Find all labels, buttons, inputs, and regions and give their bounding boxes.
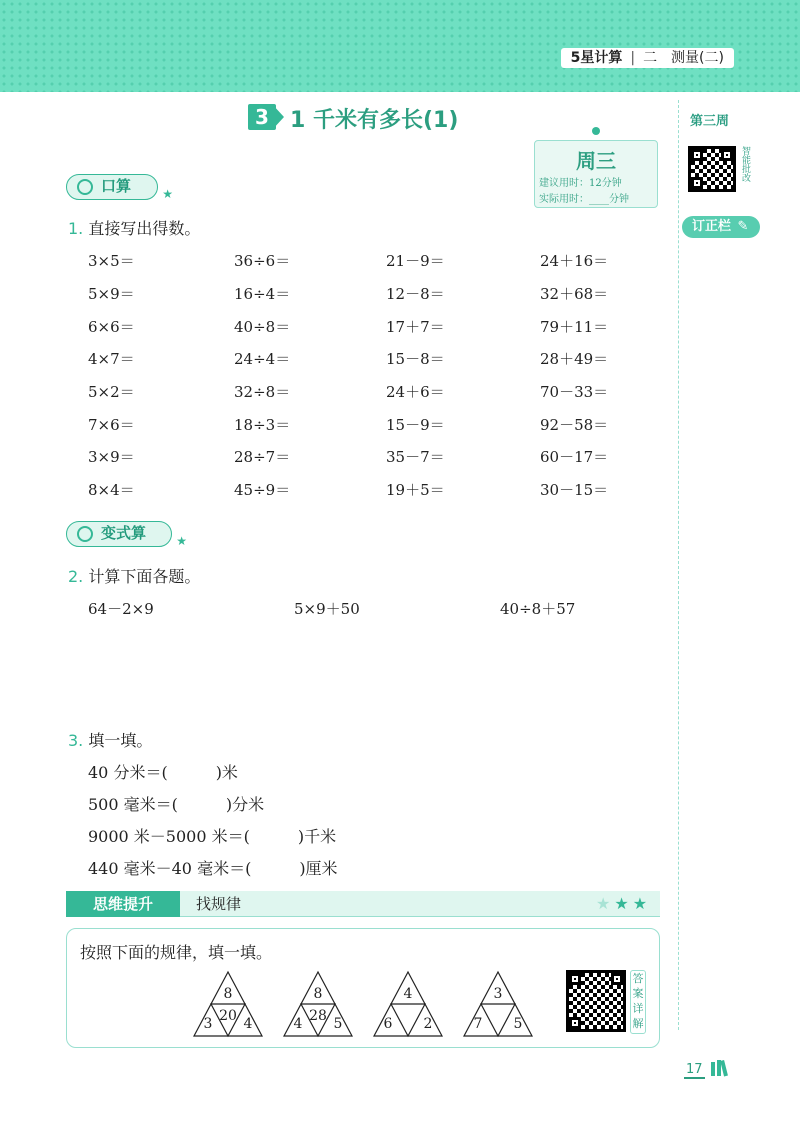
header-chapter: 二 测量(二) (643, 50, 724, 66)
books-icon (710, 1058, 738, 1078)
actual-time: 实际用时：____分钟 (539, 194, 629, 205)
suggested-time: 建议用时：12分钟 (539, 178, 622, 189)
triangle-left-number: 6 (383, 1016, 393, 1032)
calc-item: 30－15＝ (540, 481, 609, 499)
triangle-left-number: 7 (473, 1016, 483, 1032)
triangle-center-number: 28 (309, 1008, 327, 1024)
calc-item: 15－9＝ (386, 416, 445, 434)
variant-problem: 64－2×9 (88, 600, 154, 618)
triangle-top-number: 4 (403, 986, 413, 1002)
calc-item: 24＋16＝ (540, 252, 609, 270)
calc-item: 17＋7＝ (386, 318, 445, 336)
question-text: 直接写出得数。 (88, 219, 201, 238)
thinking-subtitle: 找规律 (196, 895, 242, 913)
calc-item: 60－17＝ (540, 448, 609, 466)
triangle-top-number: 8 (313, 986, 323, 1002)
section-oral-text: 口算 (101, 177, 132, 195)
variant-problem: 5×9＋50 (294, 600, 360, 618)
section-variant-text: 变式算 (101, 524, 147, 542)
calc-item: 24÷4＝ (234, 350, 291, 368)
calc-item: 8×4＝ (88, 481, 135, 499)
calc-item: 3×9＝ (88, 448, 135, 466)
question-number: 1. (68, 219, 84, 238)
triangle-right-number: 5 (333, 1016, 343, 1032)
calc-item: 35－7＝ (386, 448, 445, 466)
qr-caption: 智能批改 (740, 146, 750, 182)
lesson-number-badge: 3 (248, 104, 276, 130)
fill-blank-item: 500 毫米＝( )分米 (88, 795, 265, 814)
triangle-top-number: 8 (223, 986, 233, 1002)
calc-item: 4×7＝ (88, 350, 135, 368)
triangle-left-number: 3 (203, 1016, 213, 1032)
calc-item: 28÷7＝ (234, 448, 291, 466)
calc-item: 40÷8＝ (234, 318, 291, 336)
calc-item: 45÷9＝ (234, 481, 291, 499)
calc-item: 21－9＝ (386, 252, 445, 270)
fill-blank-item: 440 毫米－40 毫米＝( )厘米 (88, 859, 338, 878)
triangle-center-number: 20 (219, 1008, 237, 1024)
star-icon: ★ (596, 894, 615, 913)
correction-label-text: 订正栏 (692, 219, 732, 234)
calc-item: 19＋5＝ (386, 481, 445, 499)
week-label: 第三周 (690, 114, 730, 129)
calc-item: 92－58＝ (540, 416, 609, 434)
header-brand: 5星计算 (570, 50, 623, 66)
calc-item: 32＋68＝ (540, 285, 609, 303)
variant-problem: 40÷8＋57 (500, 600, 576, 618)
triangle-right-number: 5 (513, 1016, 523, 1032)
star-icon: ★ (176, 534, 187, 548)
thinking-tag: 思维提升 (66, 891, 180, 917)
answer-qr-code-icon[interactable] (566, 970, 626, 1032)
fill-blank-item: 40 分米＝( )米 (88, 763, 238, 782)
question-text: 填一填。 (88, 731, 153, 750)
qr-corner (569, 1017, 581, 1029)
question-number: 3. (68, 731, 84, 750)
calc-item: 16÷4＝ (234, 285, 291, 303)
calc-item: 32÷8＝ (234, 383, 291, 401)
calc-item: 70－33＝ (540, 383, 609, 401)
qr-corner (611, 973, 623, 985)
star-icon: ★ (614, 894, 633, 913)
page-number: 17 (686, 1062, 703, 1077)
weekday-label: 周三 (576, 149, 616, 173)
calc-item: 7×6＝ (88, 416, 135, 434)
triangle-right-number: 4 (243, 1016, 253, 1032)
calc-item: 18÷3＝ (234, 416, 291, 434)
header-separator: | (630, 50, 636, 66)
calc-item: 3×5＝ (88, 252, 135, 270)
triangle-left-number: 4 (293, 1016, 303, 1032)
calc-item: 79＋11＝ (540, 318, 609, 336)
fill-blank-item: 9000 米－5000 米＝( )千米 (88, 827, 337, 846)
star-icon: ★ (632, 894, 652, 913)
qr-corner (569, 973, 581, 985)
triangle-right-number: 2 (423, 1016, 433, 1032)
pencil-icon: ✎ (737, 219, 749, 234)
answer-caption: 答案详解 (630, 970, 646, 1034)
triangle-top-number: 3 (493, 986, 503, 1002)
calc-item: 24＋6＝ (386, 383, 445, 401)
calc-item: 12－8＝ (386, 285, 445, 303)
calc-item: 5×2＝ (88, 383, 135, 401)
calc-item: 5×9＝ (88, 285, 135, 303)
puzzle-prompt: 按照下面的规律，填一填。 (80, 943, 273, 962)
calc-item: 28＋49＝ (540, 350, 609, 368)
calc-item: 36÷6＝ (234, 252, 291, 270)
star-icon: ★ (162, 187, 173, 201)
question-number: 2. (68, 567, 84, 586)
calc-item: 15－8＝ (386, 350, 445, 368)
question-text: 计算下面各题。 (88, 567, 201, 586)
calc-item: 6×6＝ (88, 318, 135, 336)
page-title: 1 千米有多长(1) (290, 108, 459, 133)
